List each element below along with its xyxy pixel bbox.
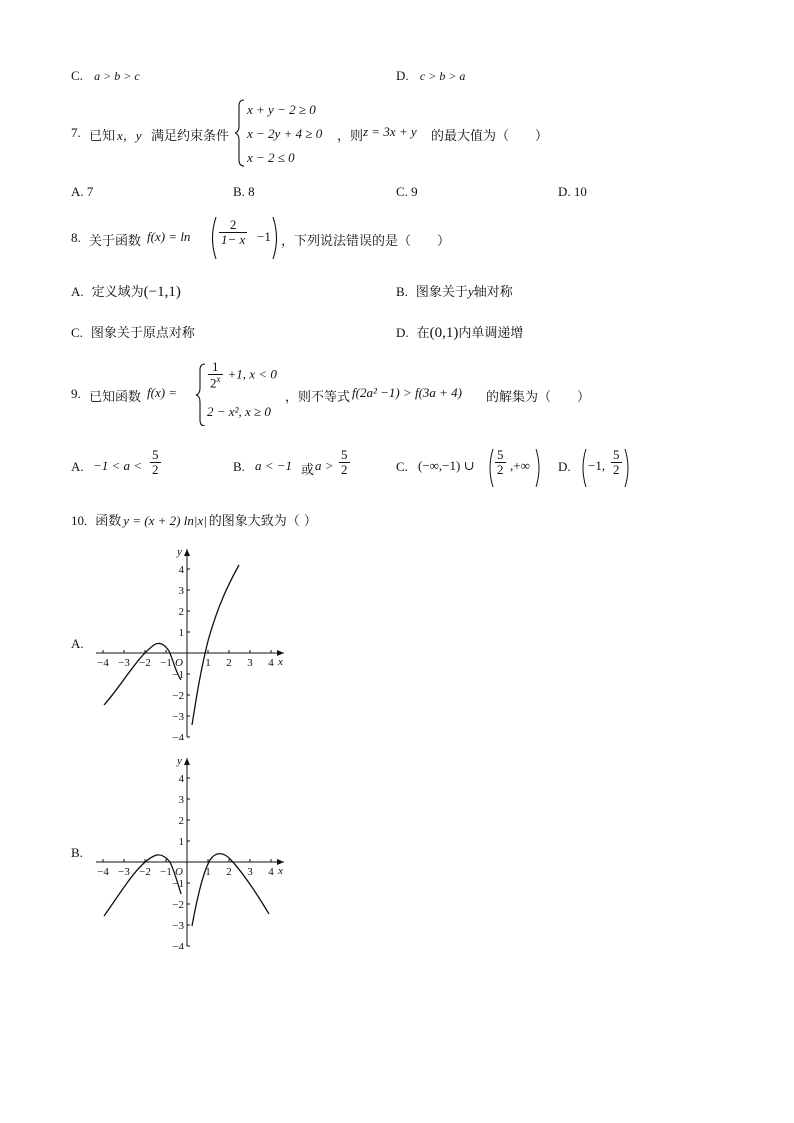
- graph-a-x-tick-label: 1: [205, 657, 211, 669]
- graph-b-y-tick-label: 4: [178, 773, 184, 785]
- graph-b-x-tick-label: −4: [97, 866, 109, 878]
- q6-option-c[interactable]: C. a > b > c: [71, 68, 140, 83]
- q9-piece-1: $\frac{1}{2^x}$ +1, x < 0: [210, 359, 277, 390]
- graph-a-right-curve: [192, 565, 239, 725]
- graph-a-y-tick-label: −2: [172, 690, 184, 702]
- graph-b-x-tick-label: −3: [118, 866, 130, 878]
- q9-c-right-paren: [535, 448, 542, 488]
- graph-a-y-axis-label: y: [177, 546, 182, 558]
- graph-a-x-tick-label: −2: [139, 657, 151, 669]
- q8-option-b[interactable]: B. 图象关于y轴对称: [396, 284, 513, 300]
- q7-option-d[interactable]: D. 10: [558, 184, 587, 199]
- graph-a-x-axis-label: x: [278, 656, 283, 668]
- graph-b-y-tick-label: −1: [172, 878, 184, 890]
- graph-b-x-axis-label: x: [278, 865, 283, 877]
- graph-b-origin-label: O: [175, 866, 183, 878]
- graph-b-y-tick-label: −3: [172, 920, 184, 932]
- q9-d-left-paren: [580, 448, 587, 488]
- graph-a-y-tick-label: 1: [178, 627, 184, 639]
- q8-option-c[interactable]: C. 图象关于原点对称: [71, 325, 195, 341]
- graph-a-y-tick-label: 4: [178, 564, 184, 576]
- q8-option-a[interactable]: A. 定义域为(−1,1): [71, 284, 181, 300]
- graph-a-x-tick-label: −1: [160, 657, 172, 669]
- graph-b-x-tick-label: 3: [247, 866, 253, 878]
- q7-brace: [234, 98, 246, 168]
- graph-b-y-tick-label: 1: [178, 836, 184, 848]
- graph-a-origin-label: O: [175, 657, 183, 669]
- q6-option-d[interactable]: D. c > b > a: [396, 68, 466, 83]
- graph-b-y-arrow: [184, 758, 190, 765]
- graph-a-y-tick-label: −4: [172, 732, 184, 740]
- graph-a-y-arrow: [184, 549, 190, 556]
- graph-b-y-axis-label: y: [177, 755, 182, 767]
- graph-a-x-tick-label: −3: [118, 657, 130, 669]
- q8-right-paren: [272, 216, 280, 260]
- q7-option-c[interactable]: C. 9: [396, 184, 418, 199]
- q7-option-b[interactable]: B. 8: [233, 184, 255, 199]
- graph-b-x-tick-label: 2: [226, 866, 232, 878]
- graph-a-y-tick-label: 3: [178, 585, 184, 597]
- graph-b-label[interactable]: B.: [71, 845, 83, 860]
- q9-piece-2: 2 − x², x ≥ 0: [207, 404, 271, 419]
- q7-option-a[interactable]: A. 7: [71, 184, 94, 199]
- graph-b: [92, 754, 292, 949]
- graph-a-y-tick-label: 2: [178, 606, 184, 618]
- q9-d-right-paren: [624, 448, 631, 488]
- q7-constraints: x + y − 2 ≥ 0 x − 2y + 4 ≥ 0 x − 2 ≤ 0: [247, 102, 323, 165]
- graph-a-x-tick-label: 2: [226, 657, 232, 669]
- graph-a-x-tick-label: 3: [247, 657, 253, 669]
- graph-b-y-tick-label: 3: [178, 794, 184, 806]
- q9-c-left-paren: [487, 448, 494, 488]
- graph-b-right-curve: [192, 854, 269, 926]
- q9-brace: [195, 362, 207, 426]
- graph-b-x-tick-label: 1: [205, 866, 211, 878]
- q10-stem: 10. 函数 y = (x + 2) ln|x| 的图象大致为（ ）: [71, 513, 317, 529]
- graph-b-y-tick-label: 2: [178, 815, 184, 827]
- graph-b-y-tick-label: −4: [172, 941, 184, 949]
- graph-a: [92, 545, 292, 740]
- graph-a-label[interactable]: A.: [71, 636, 84, 651]
- graph-b-x-tick-label: 4: [268, 866, 274, 878]
- graph-a-y-tick-label: −3: [172, 711, 184, 723]
- graph-a-x-tick-label: 4: [268, 657, 274, 669]
- graph-b-x-tick-label: −2: [139, 866, 151, 878]
- graph-b-x-tick-label: −1: [160, 866, 172, 878]
- graph-b-left-curve: [104, 855, 181, 916]
- q8-option-d[interactable]: D. 在(0,1)内单调递增: [396, 325, 524, 341]
- graph-a-y-tick-label: −1: [172, 669, 184, 681]
- q8-left-paren: [209, 216, 217, 260]
- graph-b-y-tick-label: −2: [172, 899, 184, 911]
- q8-fraction: $\frac{2}{1- x}$: [221, 217, 246, 247]
- graph-a-axes: [96, 546, 284, 740]
- graph-a-x-tick-label: −4: [97, 657, 109, 669]
- graph-b-axes: [96, 755, 284, 949]
